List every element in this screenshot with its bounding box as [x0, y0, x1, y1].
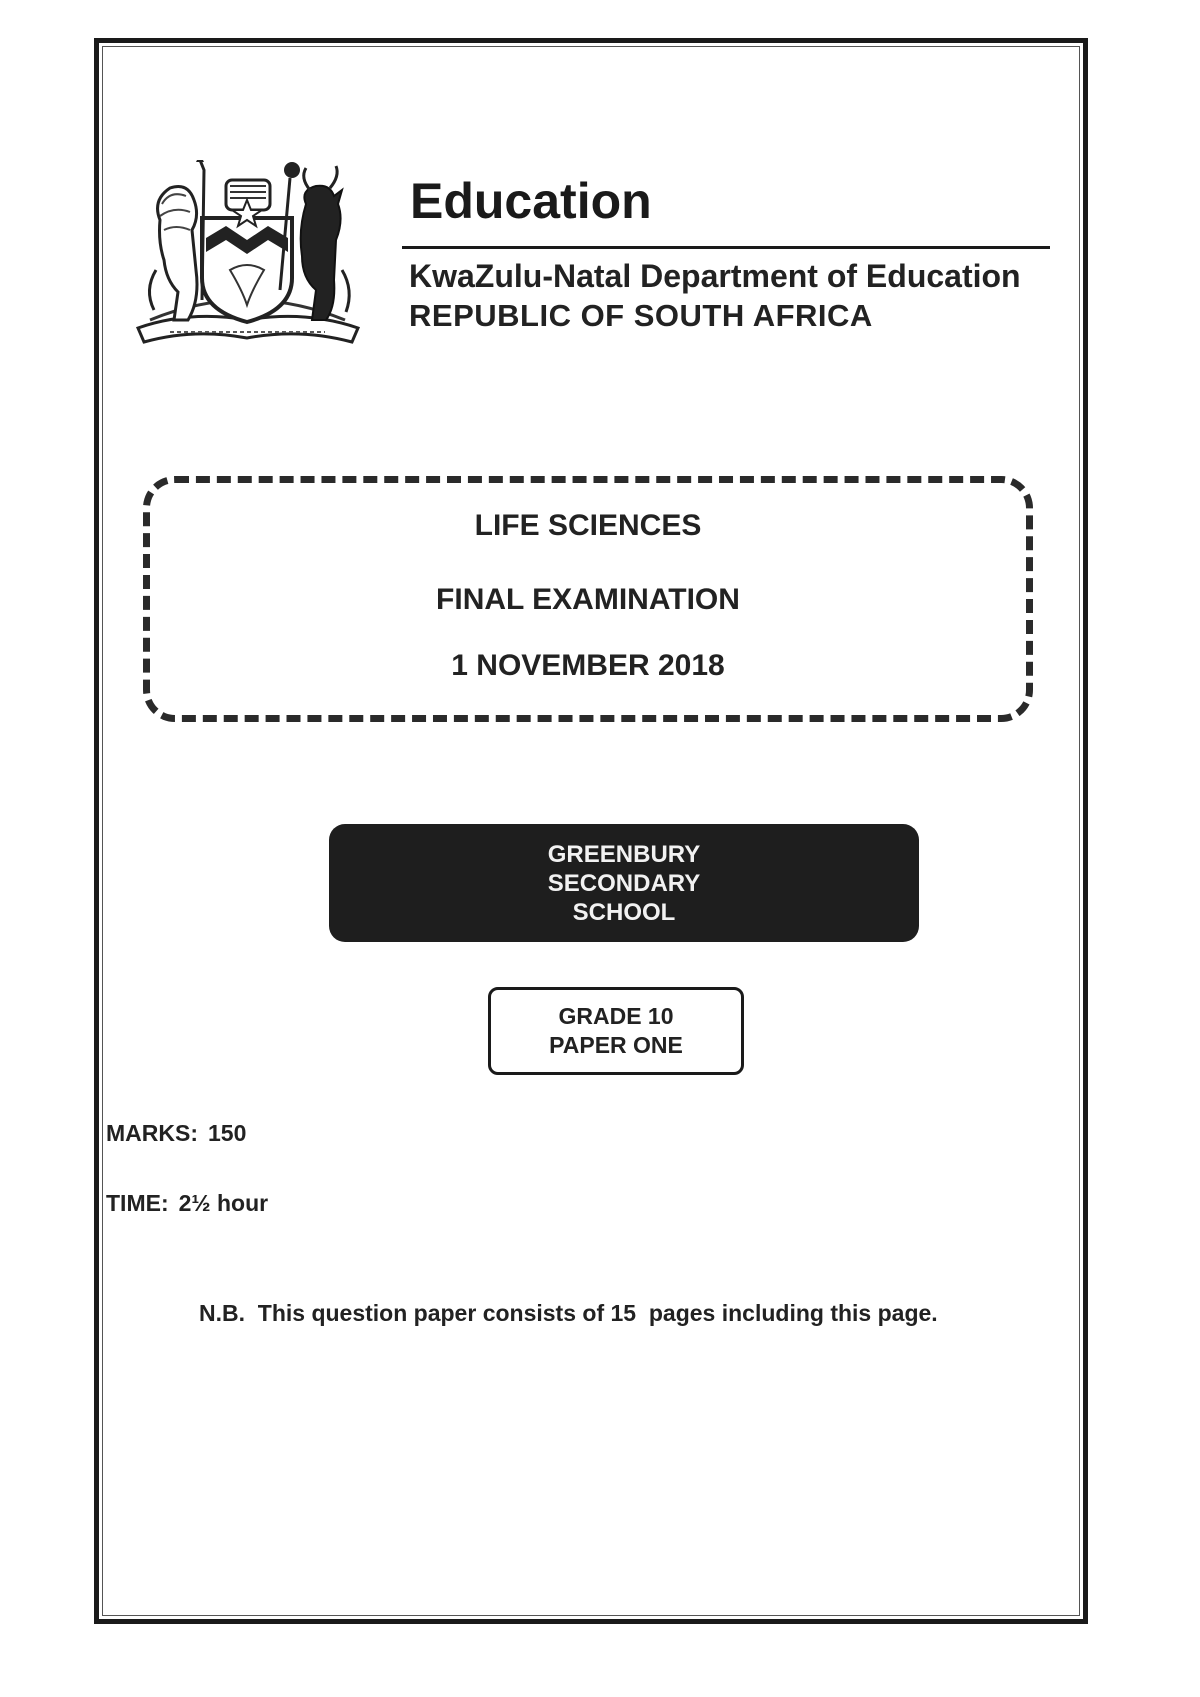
school-name-box	[329, 824, 919, 942]
marks-value: 150	[208, 1120, 247, 1146]
country-name: REPUBLIC OF SOUTH AFRICA	[409, 298, 873, 333]
page-count-note: N.B. This question paper consists of 15 pages including this page.	[199, 1300, 938, 1326]
paper-label: PAPER ONE	[549, 1032, 683, 1058]
time-label: TIME:	[106, 1190, 169, 1216]
header-divider	[402, 246, 1050, 249]
grade-label: GRADE 10	[558, 1003, 674, 1029]
grade-paper-box	[488, 987, 744, 1075]
time-row	[106, 1192, 268, 1215]
exam-date: 1 NOVEMBER 2018	[451, 649, 725, 682]
subject-title: LIFE SCIENCES	[474, 509, 702, 542]
school-name-line: SCHOOL	[572, 898, 676, 926]
marks-row	[106, 1122, 246, 1145]
coat-of-arms-icon	[130, 160, 365, 360]
exam-type: FINAL EXAMINATION	[436, 583, 740, 616]
exam-title-box	[143, 476, 1033, 722]
marks-label: MARKS:	[106, 1120, 198, 1146]
school-name-line: SECONDARY	[547, 869, 701, 897]
department-name: KwaZulu-Natal Department of Education	[409, 258, 1021, 294]
time-value: 2½ hour	[178, 1190, 269, 1216]
header-title: Education	[410, 173, 652, 229]
school-name-line: GREENBURY	[547, 840, 701, 868]
